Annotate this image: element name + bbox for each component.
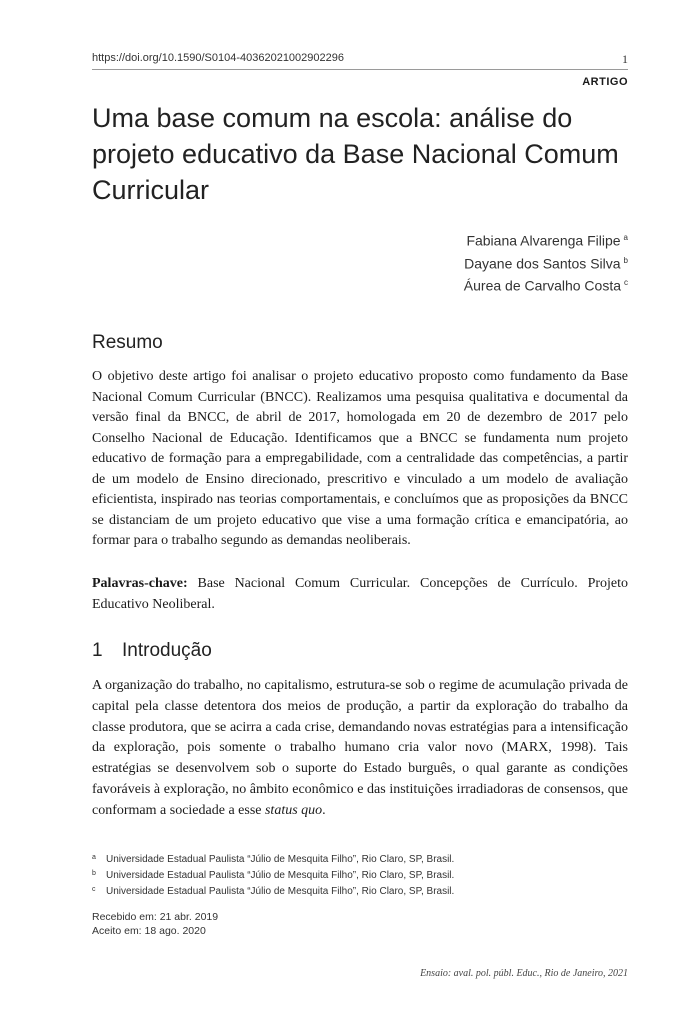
author-affiliation-mark: a [623,233,628,242]
footnote-mark: a [92,854,96,861]
author-affiliation-mark: b [623,255,628,265]
section-label: ARTIGO [582,76,628,88]
italic-term: status quo [264,802,323,818]
author-list [464,228,628,296]
footnote-text: Universidade Estadual Paulista “Júlio de Mesquita Filho”, Rio Claro, SP, Brasil. [106,886,455,897]
abstract-heading: Resumo [92,332,163,353]
author-name: Fabiana Alvarenga Filipe [466,232,621,249]
page-header [92,52,628,68]
footnote [92,852,628,868]
author-name: Áurea de Carvalho Costa [463,277,621,294]
author-name: Dayane dos Santos Silva [464,255,621,272]
introduction-paragraph: A organização do trabalho, no capitalismo, estrutura-se sob o regime de acumulação privada de capital pela classe detentora dos meios de produção, a partir da exploração do trabalho da classe produtora, que se acirra a cada crise, demandando novas estratégias para a intensificação da exploração, pois somente o trabalho humano cria valor novo (MARX, 1998). Tais estratégias se desenvolvem sob o suporte do Estado burguês, o qual garante as condições favoráveis à exploração, no âmbito econômico e das instituições irradiadoras de consensos, que conformam a sociedade a esse [92,678,628,818]
section-number: 1 [92,640,103,661]
introduction-heading [92,640,212,662]
footnote [92,884,628,900]
abstract-text: O objetivo deste artigo foi analisar o projeto educativo proposto como fundamento da Base Nacional Comum Curricular (BNCC). Realizamos uma pesquisa qualitativa e documental da versão final da BNCC, de abril de 2017, homologada em 20 de dezembro de 2017 pelo Conselho Nacional de Educação. Identificamos que a BNCC se fundamenta num projeto educativo de formação para a empregabilidade, com a centralidade das competências, a partir de um modelo de Ensino direcionado, prescritivo e vinculado a um modelo de avaliação eficientista, inspirado nas teorias comportamentais, e concluímos que as proposições da BNCC se distanciam de um projeto educativo que vise a uma formação crítica e emancipatória, ao formar para o trabalho segundo as demandas neoliberais. [92,369,628,548]
footnote-text: Universidade Estadual Paulista “Júlio de Mesquita Filho”, Rio Claro, SP, Brasil. [106,854,455,865]
section-title: Introdução [122,640,212,661]
footnote-text: Universidade Estadual Paulista “Júlio de Mesquita Filho”, Rio Claro, SP, Brasil. [106,870,455,881]
article-title: Uma base comum na escola: análise do projeto educativo da Base Nacional Comum Curricular [92,103,619,205]
received-date: Recebido em: 21 abr. 2019 [92,911,219,923]
author-affiliation-mark: c [624,278,628,288]
footnote-mark: b [92,870,96,877]
author [464,273,628,296]
author [464,251,628,274]
accepted-date: Aceito em: 18 ago. 2020 [92,925,206,937]
keywords [92,574,628,615]
journal-footer: Ensaio: aval. pol. públ. Educ., Rio de Janeiro, 2021 [420,968,628,979]
header-rule [92,69,628,70]
keywords-text: Base Nacional Comum Curricular. Concepções de Currículo. Projeto Educativo Neoliberal. [92,576,629,612]
submission-dates [92,910,218,938]
introduction-text [92,676,628,822]
footnotes [92,852,628,900]
page-number: 1 [622,52,628,66]
author [464,228,628,251]
keywords-label: Palavras-chave: [92,576,188,591]
doi-link[interactable]: https://doi.org/10.1590/S0104-40362021002902296 [92,52,344,64]
footnote [92,868,628,884]
sentence-end: . [322,802,326,818]
footnote-mark: c [92,886,96,893]
